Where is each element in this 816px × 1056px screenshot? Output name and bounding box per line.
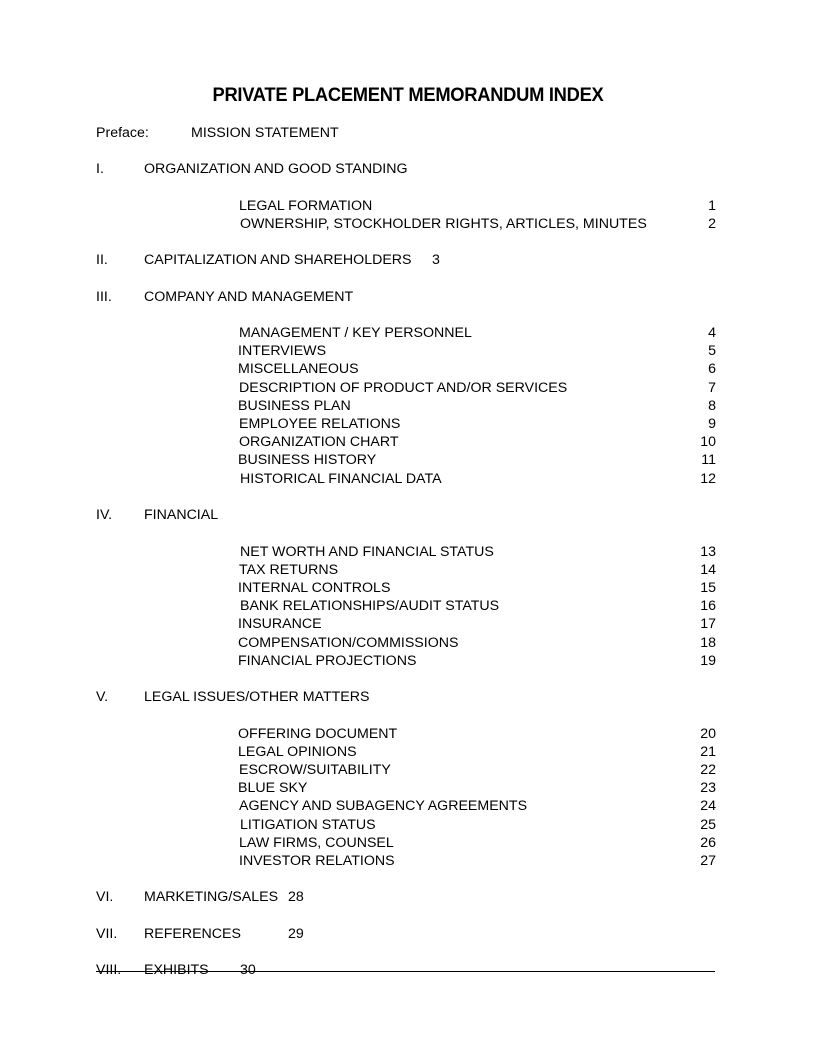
section-title: MARKETING/SALES [144, 889, 279, 905]
section-number: VIII. [96, 962, 122, 978]
index-entry-page: 17 [700, 616, 716, 632]
index-entry-label: MANAGEMENT / KEY PERSONNEL [239, 325, 472, 341]
section-number: III. [96, 289, 112, 305]
index-entry-page: 8 [708, 398, 716, 414]
section-number: II. [96, 252, 108, 268]
section-number: I. [96, 161, 104, 177]
index-entry-label: COMPENSATION/COMMISSIONS [238, 635, 459, 651]
index-entry-label: BANK RELATIONSHIPS/AUDIT STATUS [240, 598, 500, 614]
index-entry-page: 13 [700, 544, 716, 560]
index-entry-page: 10 [700, 434, 716, 450]
index-entry-page: 7 [708, 380, 716, 396]
index-entry-page: 2 [708, 216, 716, 232]
index-entry-page: 14 [700, 562, 716, 578]
index-entry-page: 24 [700, 798, 716, 814]
preface-label: Preface: [96, 125, 149, 141]
section-number: VI. [96, 889, 114, 905]
section-title: FINANCIAL [144, 507, 219, 523]
section-title: COMPANY AND MANAGEMENT [144, 289, 354, 305]
index-entry-label: NET WORTH AND FINANCIAL STATUS [240, 544, 494, 560]
index-entry-page: 6 [708, 361, 716, 377]
index-entry-label: BUSINESS PLAN [238, 398, 351, 414]
index-entry-page: 15 [700, 580, 716, 596]
index-entry-label: INTERNAL CONTROLS [238, 580, 391, 596]
section-page: 3 [432, 252, 440, 268]
index-entry-label: FINANCIAL PROJECTIONS [238, 653, 417, 669]
index-entry-page: 5 [708, 343, 716, 359]
index-entry-page: 4 [708, 325, 716, 341]
index-entry-label: OFFERING DOCUMENT [238, 726, 398, 742]
index-entry-label: DESCRIPTION OF PRODUCT AND/OR SERVICES [239, 380, 568, 396]
index-entry-page: 9 [708, 416, 716, 432]
index-entry-label: OWNERSHIP, STOCKHOLDER RIGHTS, ARTICLES, MINUTES [240, 216, 647, 232]
index-entry-page: 21 [700, 744, 716, 760]
index-entry-page: 23 [700, 780, 716, 796]
index-entry-label: BLUE SKY [238, 780, 308, 796]
section-page: 30 [240, 962, 256, 978]
index-entry-page: 22 [700, 762, 716, 778]
index-entry-page: 25 [700, 817, 716, 833]
section-page: 29 [288, 926, 304, 942]
index-entry-page: 16 [700, 598, 716, 614]
index-entry-page: 1 [708, 198, 716, 214]
index-entry-label: BUSINESS HISTORY [238, 452, 377, 468]
footer-rule [96, 971, 715, 972]
index-entry-page: 20 [700, 726, 716, 742]
index-entry-page: 26 [700, 835, 716, 851]
index-entry-page: 19 [700, 653, 716, 669]
index-entry-label: MISCELLANEOUS [238, 361, 359, 377]
page-title: PRIVATE PLACEMENT MEMORANDUM INDEX [212, 84, 604, 106]
section-title: LEGAL ISSUES/OTHER MATTERS [144, 689, 370, 705]
section-title: REFERENCES [144, 926, 241, 942]
section-title: EXHIBITS [144, 962, 209, 978]
section-title: ORGANIZATION AND GOOD STANDING [144, 161, 408, 177]
index-entry-label: ESCROW/SUITABILITY [239, 762, 391, 778]
section-number: V. [96, 689, 109, 705]
section-page: 28 [288, 889, 304, 905]
index-entry-label: AGENCY AND SUBAGENCY AGREEMENTS [239, 798, 528, 814]
index-entry-label: LEGAL OPINIONS [238, 744, 357, 760]
index-entry-page: 11 [701, 452, 716, 468]
index-entry-label: LITIGATION STATUS [240, 817, 376, 833]
index-entry-label: INSURANCE [238, 616, 322, 632]
index-entry-page: 12 [700, 471, 716, 487]
section-title: CAPITALIZATION AND SHAREHOLDERS [144, 252, 412, 268]
index-entry-label: LAW FIRMS, COUNSEL [239, 835, 394, 851]
index-entry-label: LEGAL FORMATION [239, 198, 373, 214]
index-entry-label: INVESTOR RELATIONS [239, 853, 395, 869]
section-number: VII. [96, 926, 118, 942]
index-entry-label: HISTORICAL FINANCIAL DATA [240, 471, 442, 487]
index-entry-label: ORGANIZATION CHART [239, 434, 399, 450]
index-entry-page: 18 [700, 635, 716, 651]
index-entry-label: EMPLOYEE RELATIONS [239, 416, 401, 432]
section-number: IV. [96, 507, 113, 523]
preface-text: MISSION STATEMENT [191, 125, 339, 141]
index-entry-label: INTERVIEWS [238, 343, 327, 359]
index-entry-page: 27 [700, 853, 716, 869]
index-entry-label: TAX RETURNS [239, 562, 339, 578]
